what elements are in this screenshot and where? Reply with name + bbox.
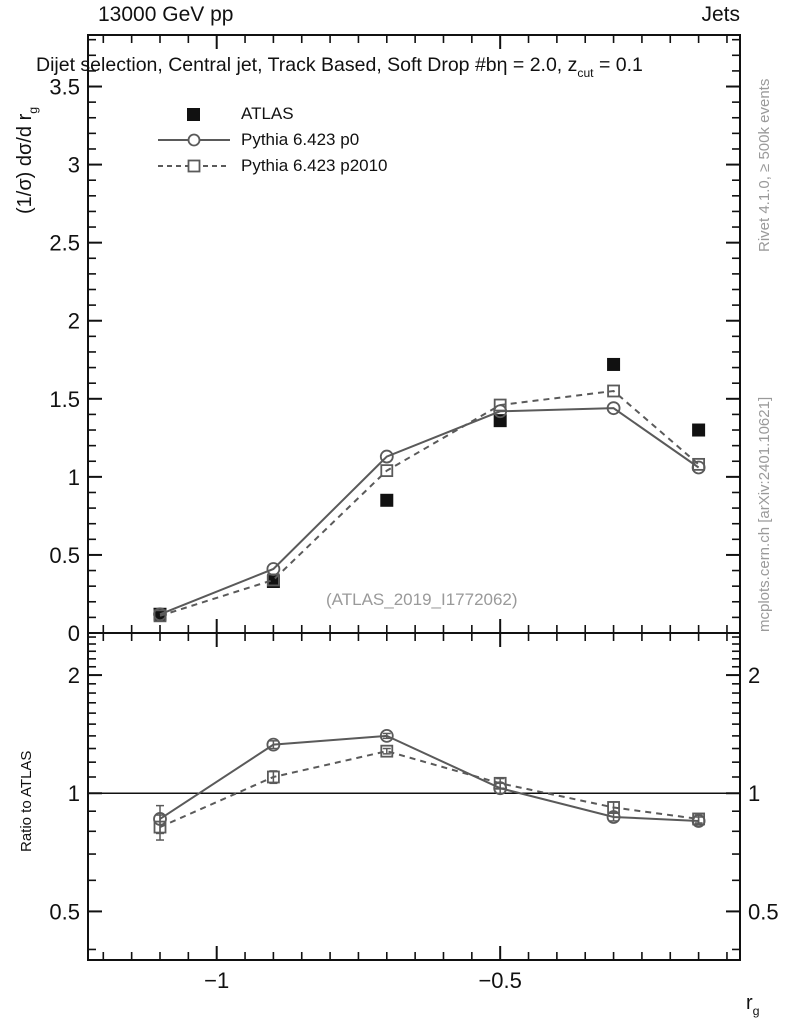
process-label: Jets xyxy=(701,3,740,26)
svg-text:2: 2 xyxy=(748,663,761,689)
x-axis-title-subscript: g xyxy=(752,1004,760,1019)
solid-line-circle-icon xyxy=(156,131,232,149)
svg-text:0.5: 0.5 xyxy=(49,899,80,925)
svg-text:0: 0 xyxy=(67,621,80,646)
svg-text:3: 3 xyxy=(67,152,80,178)
y-axis-title xyxy=(14,107,40,214)
mcplots-arxiv-note: mcplots.cern.ch [arXiv:2401.10621] xyxy=(756,396,773,632)
plot-title-suffix: = 0.1 xyxy=(593,54,643,76)
svg-text:1: 1 xyxy=(67,781,80,807)
beam-energy-label: 13000 GeV pp xyxy=(98,3,234,26)
svg-text:−1: −1 xyxy=(204,968,230,993)
svg-text:−0.5: −0.5 xyxy=(478,968,522,993)
plot-title-text: Dijet selection, Central jet, Track Based, Soft Drop #bη = 2.0, z xyxy=(36,54,578,76)
svg-text:0.5: 0.5 xyxy=(49,542,80,568)
dashed-line-square-icon xyxy=(156,157,232,175)
filled-square-icon xyxy=(156,105,232,123)
svg-text:1: 1 xyxy=(67,464,80,490)
svg-text:3.5: 3.5 xyxy=(49,74,80,100)
legend xyxy=(156,101,388,179)
x-axis-title-text: r xyxy=(746,992,753,1014)
plot-title xyxy=(36,54,643,80)
legend-row-pythia-p0 xyxy=(156,127,388,153)
legend-label: Pythia 6.423 p2010 xyxy=(241,156,388,175)
svg-text:2: 2 xyxy=(67,663,80,689)
rivet-version-note: Rivet 4.1.0, ≥ 500k events xyxy=(756,78,773,252)
svg-text:2.5: 2.5 xyxy=(49,230,80,256)
svg-text:2: 2 xyxy=(67,308,80,334)
svg-text:0.5: 0.5 xyxy=(748,899,779,925)
svg-text:1: 1 xyxy=(748,781,761,807)
legend-row-atlas xyxy=(156,101,388,127)
svg-text:1.5: 1.5 xyxy=(49,386,80,412)
x-axis-title xyxy=(746,992,760,1018)
legend-label: ATLAS xyxy=(241,104,294,123)
analysis-id-watermark: (ATLAS_2019_I1772062) xyxy=(326,590,518,609)
legend-label: Pythia 6.423 p0 xyxy=(241,130,360,149)
y-axis-title-text: (1/σ) dσ/d r xyxy=(14,113,36,214)
legend-row-pythia-p2010 xyxy=(156,153,388,179)
plot-title-subscript: cut xyxy=(577,66,594,81)
y-axis-title-subscript: g xyxy=(26,106,41,114)
ratio-axis-title: Ratio to ATLAS xyxy=(18,750,35,852)
